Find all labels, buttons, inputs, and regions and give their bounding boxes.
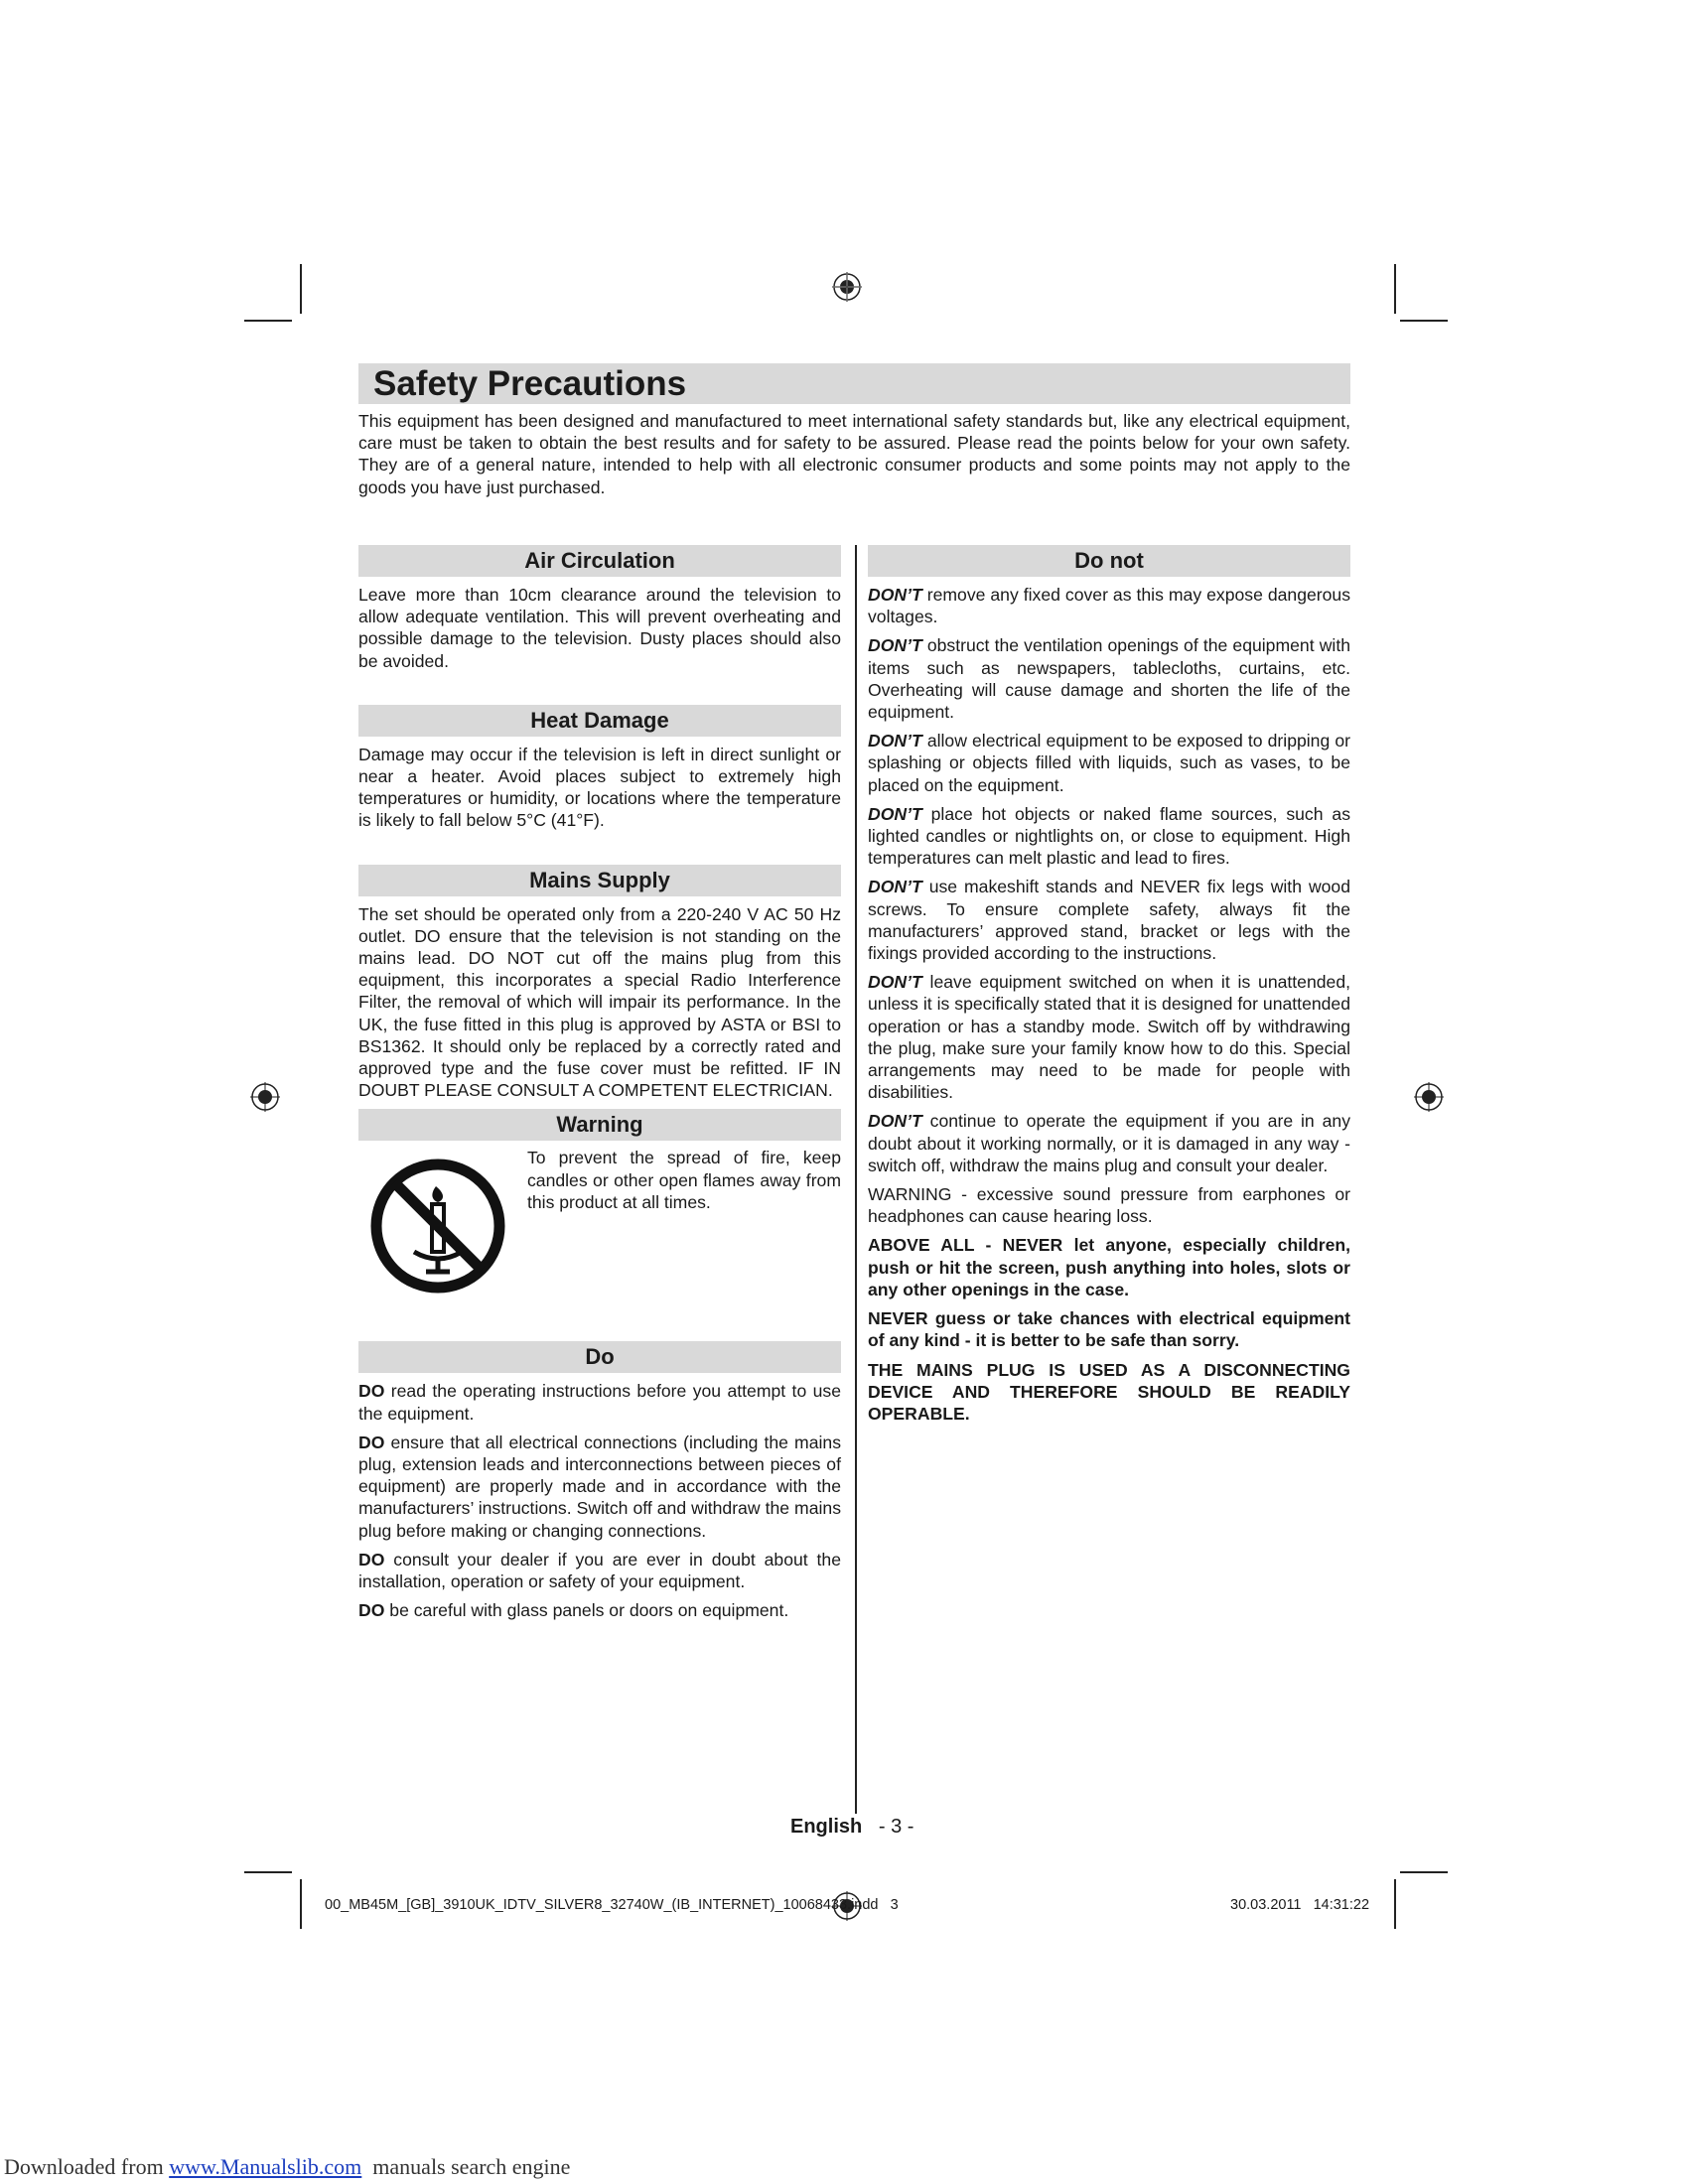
heat-damage-heading: Heat Damage (358, 705, 841, 737)
list-item-text: consult your dealer if you are ever in doubt about the installation, operation or safety of your equipment. (358, 1549, 841, 1592)
list-item (358, 1432, 841, 1542)
intro-paragraph: This equipment has been designed and manufactured to meet international safety standards but, like any electrical equipment, care must be taken to obtain the best results and for safety to be assured. Please read the points below for your own safety. They are of a general nature, intended to help with all electronic consumer products and some points may not apply to the goods you have just purchased. (358, 411, 1350, 497)
list-item-keyword: DO (358, 1549, 385, 1570)
list-item-text: place hot objects or naked flame sources, such as lighted candles or nightlights on, or close to equipment. High temperatures can melt plastic and lead to fires. (868, 803, 1350, 869)
mains-plug-text: THE MAINS PLUG IS USED AS A DISCONNECTING DEVICE AND THEREFORE SHOULD BE READILY OPERABLE. (868, 1359, 1350, 1424)
slug-filename: 00_MB45M_[GB]_3910UK_IDTV_SILVER8_32740W_(IB_INTERNET)_10068433.indd 3 (325, 1897, 899, 1913)
crop-mark (300, 1879, 302, 1929)
page-language: English (790, 1816, 863, 1838)
air-circulation-text: Leave more than 10cm clearance around the television to allow adequate ventilation. This will prevent overheating and possible damage to the television. Dusty places should also be avoided. (358, 585, 841, 671)
list-item-keyword: DON’T (868, 877, 922, 897)
list-item-text: use makeshift stands and NEVER fix legs with wood screws. To ensure complete safety, always fit the manufacturers’ approved stand, bracket or legs with the fixings provided according to the instructions. (868, 877, 1350, 964)
list-item-text: remove any fixed cover as this may expose dangerous voltages. (868, 585, 1350, 627)
list-item (868, 876, 1350, 964)
list-item-text: ensure that all electrical connections (including the mains plug, extension leads and interconnections between pieces of equipment) are properly made and in accordance with the manufacturers’ instructions. Switch off and withdraw the mains plug before making or changing connections. (358, 1432, 841, 1541)
crop-mark (1394, 1879, 1396, 1929)
list-item (868, 634, 1350, 723)
list-item-text: read the operating instructions before you attempt to use the equipment. (358, 1381, 841, 1424)
air-circulation-heading: Air Circulation (358, 545, 841, 577)
crop-mark (1400, 320, 1448, 322)
do-not-list (868, 584, 1350, 1176)
do-list (358, 1380, 841, 1621)
list-item-keyword: DON’T (868, 585, 922, 605)
warning-heading: Warning (358, 1109, 841, 1141)
column-divider (855, 545, 857, 1814)
list-item (868, 584, 1350, 627)
list-item (868, 730, 1350, 796)
registration-mark-icon (248, 1080, 282, 1114)
crop-mark (244, 320, 292, 322)
list-item-keyword: DO (358, 1432, 385, 1452)
page-title-bar (358, 363, 1350, 404)
list-item-keyword: DON’T (868, 972, 922, 993)
never-guess-text: NEVER guess or take chances with electrical equipment of any kind - it is better to be safe than sorry. (868, 1308, 1350, 1351)
list-item-keyword: DON’T (868, 803, 922, 824)
list-item-keyword: DO (358, 1600, 385, 1621)
page-number (790, 1816, 914, 1839)
left-column (358, 545, 841, 1621)
list-item (358, 1380, 841, 1424)
manualslib-link[interactable]: www.Manualslib.com (169, 2154, 362, 2179)
crop-mark (300, 264, 302, 314)
warning-text: To prevent the spread of fire, keep candles or other open flames away from this product at all times. (527, 1148, 841, 1212)
list-item-text: leave equipment switched on when it is unattended, unless it is specifically stated that it is designed for unattended operation or has a standby mode. Switch off by withdrawing the plug, make sure your family know how to do this. Special arrangements may need to be made for people with disabilities. (868, 972, 1350, 1103)
list-item (358, 1549, 841, 1592)
above-all-text: ABOVE ALL - NEVER let anyone, especially children, push or hit the screen, push anything into holes, slots or any other openings in the case. (868, 1235, 1350, 1299)
crop-mark (1394, 264, 1396, 314)
list-item-text: be careful with glass panels or doors on equipment. (384, 1600, 789, 1621)
crop-mark (244, 1871, 292, 1873)
list-item-keyword: DON’T (868, 1111, 922, 1132)
do-heading: Do (358, 1341, 841, 1373)
right-column (868, 545, 1350, 1425)
list-item (868, 803, 1350, 870)
no-open-flame-icon (368, 1157, 507, 1296)
do-not-heading: Do not (868, 545, 1350, 577)
registration-mark-icon (1412, 1080, 1446, 1114)
list-item-text: continue to operate the equipment if you are in any doubt about it working normally, or it is damaged in any way - switch off, withdraw the mains plug and consult your dealer. (868, 1111, 1350, 1175)
list-item-keyword: DON’T (868, 731, 922, 751)
footer-prefix: Downloaded from (4, 2154, 170, 2179)
warning-body (358, 1147, 841, 1315)
list-item (868, 971, 1350, 1103)
slug-timestamp: 30.03.2011 14:31:22 (1230, 1897, 1370, 1913)
list-item-text: obstruct the ventilation openings of the equipment with items such as newspapers, tablecloths, curtains, etc. Overheating will cause damage and shorten the life of the equipment. (868, 635, 1350, 723)
crop-mark (1400, 1871, 1448, 1873)
sound-warning-text: WARNING - excessive sound pressure from earphones or headphones can cause hearing loss. (868, 1184, 1350, 1227)
page-number-value: - 3 - (878, 1816, 914, 1838)
mains-supply-heading: Mains Supply (358, 865, 841, 896)
page-title: Safety Precautions (373, 364, 687, 403)
list-item (868, 1110, 1350, 1176)
mains-supply-text: The set should be operated only from a 220-240 V AC 50 Hz outlet. DO ensure that the television is not standing on the mains lead. DO NOT cut off the mains plug from this equipment, this incorporates a special Radio Interference Filter, the removal of which will impair its performance. In the UK, the fuse fitted in this plug is approved by ASTA or BSI to BS1362. It should only be replaced by a correctly rated and approved type and the fuse cover must be refitted. IF IN DOUBT PLEASE CONSULT A COMPETENT ELECTRICIAN. (358, 903, 841, 1101)
download-footer (4, 2154, 570, 2180)
registration-mark-icon (830, 270, 864, 304)
heat-damage-text: Damage may occur if the television is left in direct sunlight or near a heater. Avoid places subject to extremely high temperatures or humidity, or locations where the temperature is likely to fall below 5°C (41°F). (358, 744, 841, 831)
list-item-keyword: DON’T (868, 635, 922, 656)
list-item (358, 1599, 841, 1621)
footer-suffix: manuals search engine (361, 2154, 571, 2179)
list-item-text: allow electrical equipment to be exposed to dripping or splashing or objects filled with liquids, such as vases, to be placed on the equipment. (868, 731, 1350, 795)
list-item-keyword: DO (358, 1381, 385, 1402)
